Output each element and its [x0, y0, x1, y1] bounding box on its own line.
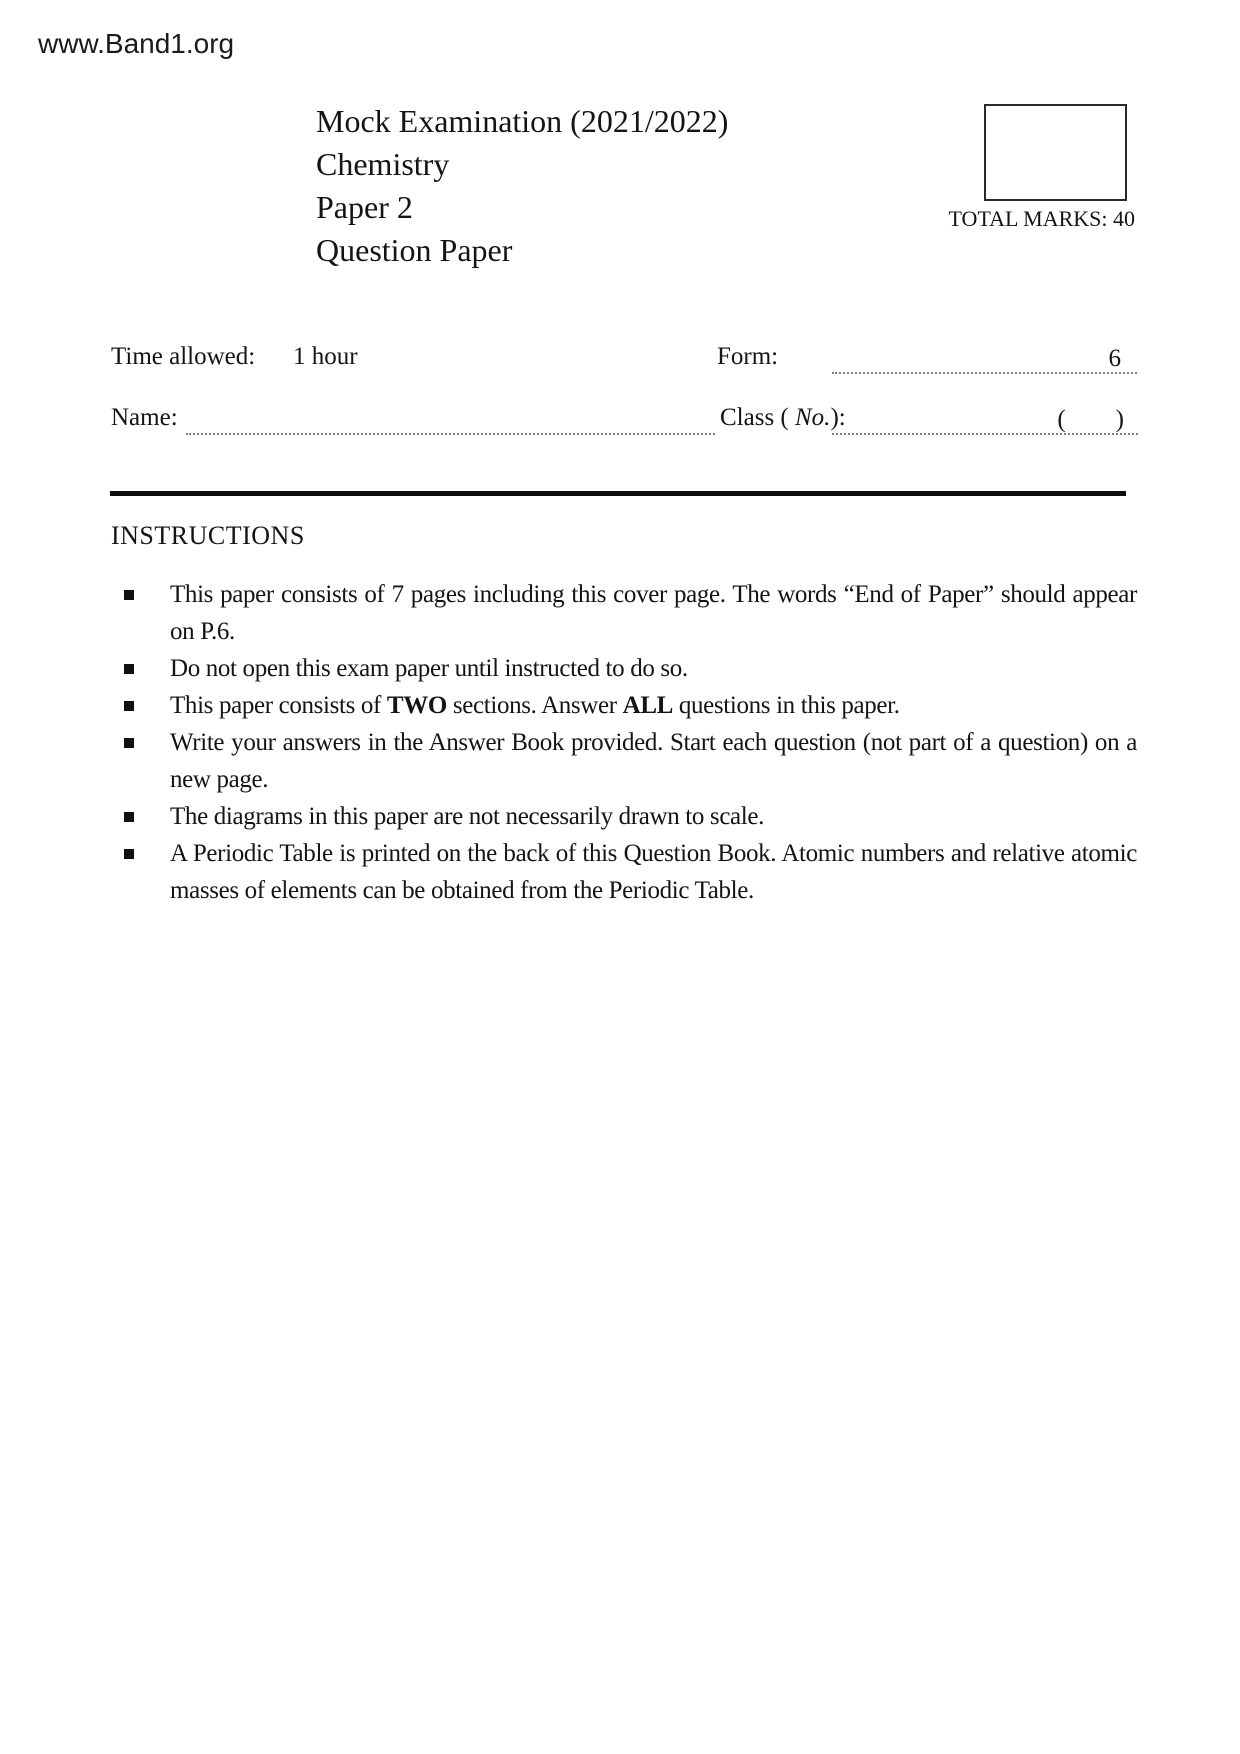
- time-allowed-label: Time allowed:: [111, 343, 256, 370]
- square-bullet-icon: [124, 812, 134, 822]
- instruction-item: [123, 687, 1137, 724]
- class-label-prefix: Class (: [720, 404, 795, 431]
- instruction-text: This paper consists of TWO sections. Answer ALL questions in this paper.: [170, 692, 900, 719]
- form-value: 6: [1108, 345, 1121, 372]
- exam-title-line: Paper 2: [316, 189, 413, 225]
- square-bullet-icon: [124, 738, 134, 748]
- instruction-item: [123, 798, 1137, 835]
- instructions-heading: INSTRUCTIONS: [111, 521, 305, 550]
- name-fill-line: [186, 405, 715, 435]
- square-bullet-icon: [124, 701, 134, 711]
- instruction-item: [123, 650, 1137, 687]
- instruction-text: A Periodic Table is printed on the back of this Question Book. Atomic numbers and relative atomic masses of elements can be obtained from the Periodic Table.: [170, 840, 1137, 904]
- instruction-text: This paper consists of 7 pages including this cover page. The words “End of Paper” should appear on P.6.: [170, 581, 1137, 645]
- class-label: [720, 404, 846, 432]
- name-label: Name:: [111, 404, 178, 431]
- form-fill-line: [832, 344, 1137, 374]
- class-label-suffix: ):: [830, 404, 846, 431]
- instruction-text: Write your answers in the Answer Book provided. Start each question (not part of a question) on a new page.: [170, 729, 1137, 793]
- exam-title-line: Question Paper: [316, 232, 513, 268]
- divider-rule: [110, 491, 1126, 496]
- square-bullet-icon: [124, 590, 134, 600]
- class-fill-line: [832, 405, 1138, 435]
- square-bullet-icon: [124, 849, 134, 859]
- square-bullet-icon: [124, 664, 134, 674]
- exam-title-block: [316, 100, 728, 272]
- instruction-text: The diagrams in this paper are not necessarily drawn to scale.: [170, 803, 765, 830]
- marks-box: [984, 104, 1127, 201]
- instruction-item: [123, 576, 1137, 650]
- site-url: www.Band1.org: [38, 28, 235, 59]
- instruction-text: Do not open this exam paper until instructed to do so.: [170, 655, 688, 682]
- class-parens-value: ( ): [1057, 406, 1124, 433]
- form-label: Form:: [717, 343, 779, 370]
- instruction-item: [123, 724, 1137, 798]
- time-allowed-value: 1 hour: [293, 343, 358, 370]
- exam-title-line: Chemistry: [316, 146, 450, 182]
- class-label-no: No.: [795, 404, 831, 431]
- exam-title-line: Mock Examination (2021/2022): [316, 103, 729, 139]
- total-marks-label: TOTAL MARKS: 40: [948, 206, 1135, 231]
- instructions-list: [123, 576, 1137, 909]
- instruction-item: [123, 835, 1137, 909]
